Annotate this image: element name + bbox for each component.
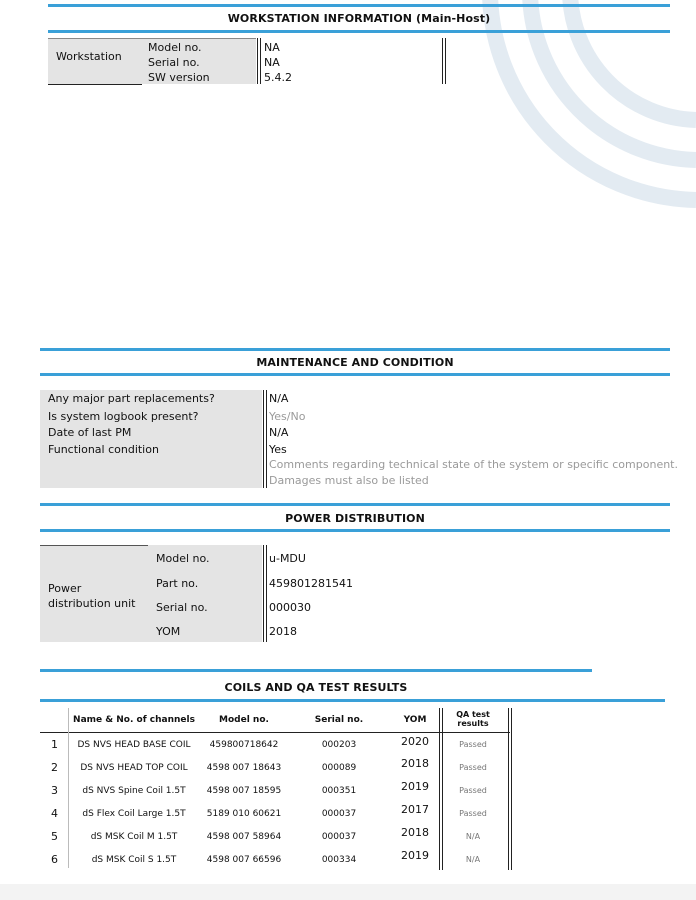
coil-qa-result: Passed: [459, 763, 487, 772]
workstation-sw-value: 5.4.2: [264, 71, 292, 84]
power-unit-label-line1: Power: [48, 582, 82, 595]
coil-name: dS Flex Coil Large 1.5T: [82, 809, 186, 819]
workstation-model-value: NA: [264, 41, 280, 54]
coil-model-no: 4598 007 58964: [206, 832, 282, 842]
workstation-top-rule: [48, 4, 670, 7]
power-section-title: POWER DISTRIBUTION: [285, 512, 425, 525]
coil-serial-no: 000089: [321, 763, 357, 773]
coil-serial-no: 000203: [321, 740, 357, 750]
coil-qa-result: Passed: [459, 740, 487, 749]
coil-yom: 2017: [401, 803, 429, 816]
workstation-section-title: WORKSTATION INFORMATION (Main-Host): [227, 12, 491, 25]
workstation-right-border-a: [442, 38, 443, 84]
coil-row-number: 2: [51, 761, 58, 774]
coils-col-border-right-a: [508, 708, 509, 870]
coil-yom: 2019: [401, 849, 429, 862]
workstation-divider: [48, 38, 256, 39]
coil-model-no: 459800718642: [209, 740, 279, 750]
maintenance-section-title: MAINTENANCE AND CONDITION: [256, 356, 454, 369]
coil-qa-result: N/A: [465, 855, 481, 864]
coils-header-name: Name & No. of channels: [73, 715, 195, 725]
maintenance-comment-line2: Damages must also be listed: [269, 474, 429, 487]
page-bottom-strip: [0, 884, 696, 900]
coils-col-border-right-b: [511, 708, 512, 870]
coil-row-number: 4: [51, 807, 58, 820]
power-serial-label: Serial no.: [156, 601, 208, 614]
power-model-label: Model no.: [156, 552, 210, 565]
maintenance-border-a: [263, 390, 264, 488]
power-unit-label-line2: distribution unit: [48, 597, 136, 610]
coil-name: DS NVS HEAD TOP COIL: [80, 763, 188, 773]
maintenance-replacements-label: Any major part replacements?: [48, 392, 215, 405]
coils-header-yom: YOM: [403, 715, 427, 725]
coil-name: dS NVS Spine Coil 1.5T: [82, 786, 186, 796]
workstation-value-border-a: [257, 38, 258, 84]
power-border-a: [263, 545, 264, 642]
coil-qa-result: N/A: [465, 832, 481, 841]
maintenance-border-b: [266, 390, 267, 488]
power-top-divider: [40, 545, 148, 546]
coil-qa-result: Passed: [459, 809, 487, 818]
coil-serial-no: 000334: [321, 855, 357, 865]
workstation-value-border-b: [260, 38, 261, 84]
coil-name: DS NVS HEAD BASE COIL: [77, 740, 191, 750]
coils-header-serial: Serial no.: [314, 715, 364, 725]
maintenance-bottom-rule: [40, 373, 670, 376]
power-top-rule: [40, 503, 670, 506]
coil-yom: 2018: [401, 826, 429, 839]
maintenance-last-pm-value: N/A: [269, 426, 289, 439]
coils-header-model: Model no.: [219, 715, 269, 725]
power-serial-value: 000030: [269, 601, 311, 614]
workstation-bottom-rule: [48, 30, 670, 33]
workstation-right-border-b: [445, 38, 446, 84]
power-bottom-rule: [40, 529, 670, 532]
coil-row-number: 1: [51, 738, 58, 751]
power-part-value: 459801281541: [269, 577, 353, 590]
coil-model-no: 4598 007 18643: [206, 763, 282, 773]
coils-header-qa-line2: results: [457, 719, 489, 728]
coil-serial-no: 000037: [321, 832, 357, 842]
maintenance-logbook-label: Is system logbook present?: [48, 410, 199, 423]
coils-section-title: COILS AND QA TEST RESULTS: [224, 681, 408, 694]
workstation-underline: [48, 84, 142, 85]
maintenance-condition-value: Yes: [269, 443, 287, 456]
workstation-serial-label: Serial no.: [148, 56, 200, 69]
coils-col-border-qa-a: [439, 708, 440, 870]
workstation-model-label: Model no.: [148, 41, 202, 54]
coil-serial-no: 000351: [321, 786, 357, 796]
coil-model-no: 4598 007 66596: [206, 855, 282, 865]
coil-model-no: 5189 010 60621: [206, 809, 282, 819]
maintenance-comment-line1: Comments regarding technical state of the system or specific component.: [269, 458, 678, 471]
coils-bottom-rule: [40, 699, 665, 702]
power-model-value: u-MDU: [269, 552, 306, 565]
maintenance-logbook-value: Yes/No: [269, 410, 306, 423]
coil-name: dS MSK Coil M 1.5T: [90, 832, 178, 842]
coil-row-number: 5: [51, 830, 58, 843]
coil-row-number: 6: [51, 853, 58, 866]
maintenance-condition-label: Functional condition: [48, 443, 159, 456]
coil-qa-result: Passed: [459, 786, 487, 795]
power-border-b: [266, 545, 267, 642]
watermark-arcs: [470, 0, 696, 230]
maintenance-top-rule: [40, 348, 670, 351]
workstation-serial-value: NA: [264, 56, 280, 69]
maintenance-replacements-value: N/A: [269, 392, 289, 405]
power-part-label: Part no.: [156, 577, 199, 590]
workstation-row-label: Workstation: [56, 50, 122, 63]
coil-yom: 2019: [401, 780, 429, 793]
coil-name: dS MSK Coil S 1.5T: [91, 855, 177, 865]
coil-yom: 2018: [401, 757, 429, 770]
coil-model-no: 4598 007 18595: [206, 786, 282, 796]
workstation-sw-label: SW version: [148, 71, 210, 84]
maintenance-last-pm-label: Date of last PM: [48, 426, 132, 439]
power-yom-label: YOM: [156, 625, 181, 638]
coil-serial-no: 000037: [321, 809, 357, 819]
coil-yom: 2020: [401, 735, 429, 748]
coils-top-rule: [40, 669, 592, 672]
power-yom-value: 2018: [269, 625, 297, 638]
coils-header-qa-line1: QA test: [456, 710, 490, 719]
coil-row-number: 3: [51, 784, 58, 797]
